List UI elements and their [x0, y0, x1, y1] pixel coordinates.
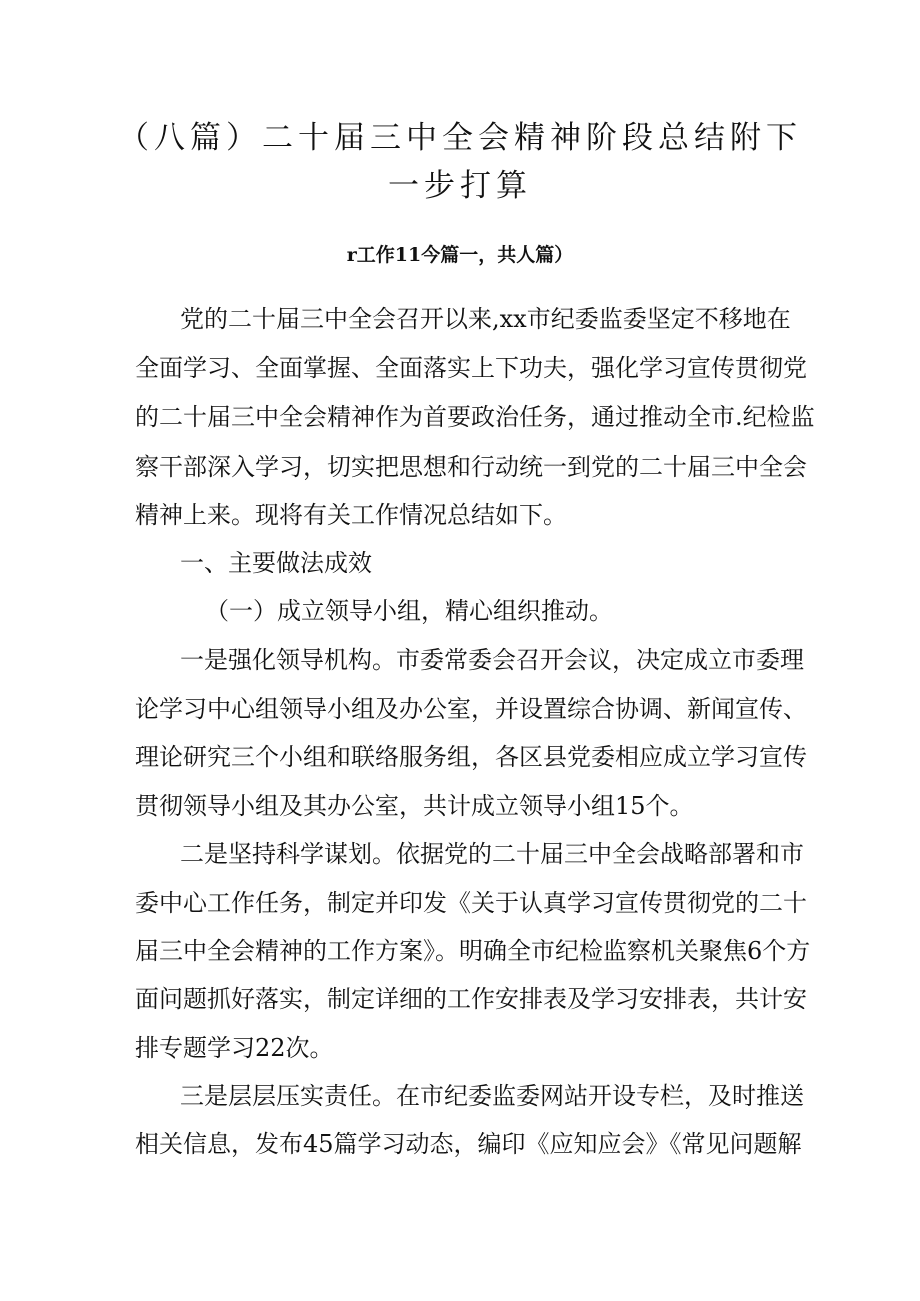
- document-title-line-1: （八篇）二十届三中全会精神阶段总结附下: [118, 120, 802, 156]
- body-line: 精神上来。现将有关工作情况总结如下。: [135, 501, 567, 529]
- subsection-heading: （一）成立领导小组，精心组织推动。: [205, 597, 613, 625]
- body-line: 届三中全会精神的工作方案》。明确全市纪检监察机关聚焦6个方: [135, 937, 811, 965]
- body-line: 相关信息，发布45篇学习动态，编印《应知应会》《常见问题解: [135, 1130, 802, 1158]
- body-line: 委中心工作任务，制定并印发《关于认真学习宣传贯彻党的二十: [135, 889, 807, 917]
- document-title-line-2: 一步打算: [388, 168, 532, 204]
- body-line: 的二十届三中全会精神作为首要政治任务，通过推动全市.纪检监: [135, 403, 815, 431]
- body-line: 全面学习、全面掌握、全面落实上下功夫，强化学习宣传贯彻党: [135, 354, 807, 382]
- body-line: 贯彻领导小组及其办公室，共计成立领导小组15个。: [135, 792, 694, 820]
- body-line: 理论研究三个小组和联络服务组，各区县党委相应成立学习宣传: [135, 743, 807, 771]
- body-line: 一是强化领导机构。市委常委会召开会议，决定成立市委理: [180, 646, 804, 674]
- section-heading: 一、主要做法成效: [180, 549, 372, 577]
- body-line: 排专题学习22次。: [135, 1034, 334, 1062]
- body-line: 论学习中心组领导小组及办公室，并设置综合协调、新闻宣传、: [135, 695, 807, 723]
- body-line: 三是层层压实责任。在市纪委监委网站开设专栏，及时推送: [180, 1082, 804, 1110]
- body-line: 面问题抓好落实，制定详细的工作安排表及学习安排表，共计安: [135, 985, 807, 1013]
- document-subtitle: r工作11今篇一，共人篇）: [346, 244, 574, 266]
- body-line: 党的二十届三中全会召开以来,xx市纪委监委坚定不移地在: [180, 305, 791, 333]
- body-line: 二是坚持科学谋划。依据党的二十届三中全会战略部署和市: [180, 840, 804, 868]
- body-line: 察干部深入学习，切实把思想和行动统一到党的二十届三中全会: [135, 453, 807, 481]
